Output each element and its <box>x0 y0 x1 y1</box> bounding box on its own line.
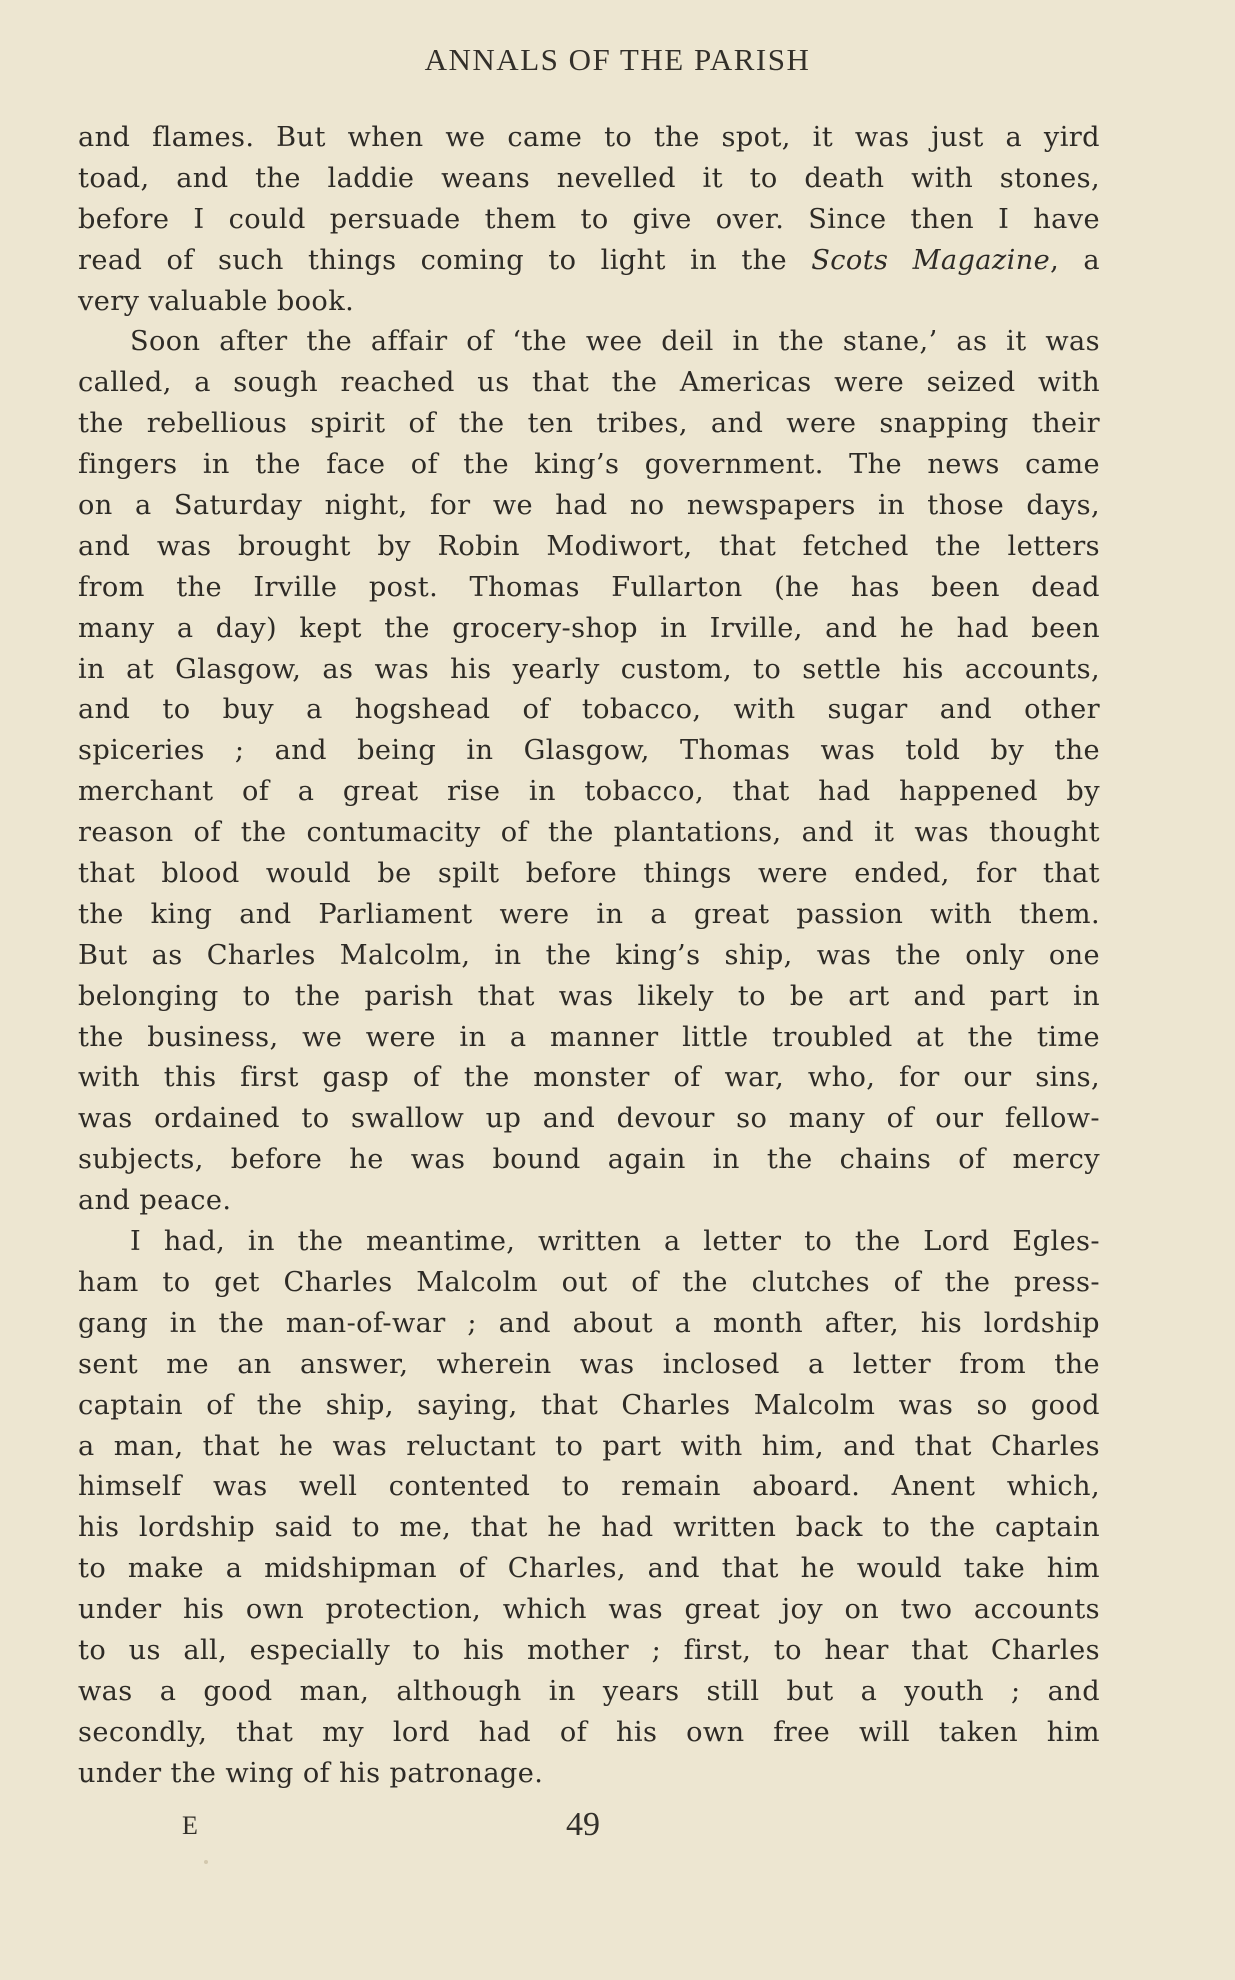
text-line: on a Saturday night, for we had no newspapers in those days, <box>78 490 1100 522</box>
text-line: from the Irville post. Thomas Fullarton (he has been dead <box>78 571 1100 603</box>
text-line: himself was well contented to remain aboard. Anent which, <box>78 1471 1100 1503</box>
text-line: and flames. But when we came to the spot, it was just a yird <box>78 122 1100 153</box>
text-line: that blood would be spilt before things were ended, for that <box>78 858 1100 890</box>
body-text <box>78 118 1100 1795</box>
text-line: very valuable book. <box>78 285 355 317</box>
text-line: sent me an answer, wherein was inclosed a letter from the <box>78 1348 1100 1380</box>
text-line: to us all, especially to his mother ; first, to hear that Charles <box>78 1634 1100 1666</box>
paragraph-start: Soon after the affair of ‘the wee deil in the stane,’ as it was <box>130 326 1100 358</box>
paragraph-start: I had, in the meantime, written a letter to the Lord Egles- <box>130 1226 1100 1258</box>
text-line: under his own protection, which was great joy on two accounts <box>78 1594 1100 1626</box>
text-line: with this first gasp of the monster of war, who, for our sins, <box>78 1062 1100 1094</box>
text-line: a man, that he was reluctant to part with him, and that Charles <box>78 1430 1100 1462</box>
text-line: under the wing of his patronage. <box>78 1757 544 1789</box>
text-line: secondly, that my lord had of his own free will taken him <box>78 1716 1100 1748</box>
text-line: and was brought by Robin Modiwort, that fetched the letters <box>78 530 1100 562</box>
text-line: the rebellious spirit of the ten tribes, and were snapping their <box>78 408 1100 440</box>
text-line: was a good man, although in years still but a youth ; and <box>78 1675 1100 1707</box>
text-line: the king and Parliament were in a great passion with them. <box>78 898 1100 930</box>
paper-speck <box>204 1860 208 1864</box>
text-line: and peace. <box>78 1185 232 1217</box>
text-line: reason of the contumacity of the plantations, and it was thought <box>78 817 1100 849</box>
signature-mark: E <box>182 1811 198 1840</box>
text-fragment: read of such things coming to light in the <box>78 244 812 276</box>
text-line: called, a sough reached us that the Americas were seized with <box>78 367 1100 399</box>
magazine-title: Scots Magazine <box>811 244 1051 276</box>
text-line: in at Glasgow, as was his yearly custom, to settle his accounts, <box>78 653 1100 685</box>
page-number: 49 <box>566 1806 600 1843</box>
text-line: captain of the ship, saying, that Charles Malcolm was so good <box>78 1389 1100 1421</box>
text-line: the business, we were in a manner little troubled at the time <box>78 1021 1100 1053</box>
text-fragment: , a <box>1050 244 1100 276</box>
text-line: many a day) kept the grocery-shop in Irville, and he had been <box>78 612 1100 644</box>
text-line: to make a midshipman of Charles, and that he would take him <box>78 1553 1100 1585</box>
text-line: toad, and the laddie weans nevelled it to death with stones, <box>78 162 1100 194</box>
text-line: ham to get Charles Malcolm out of the clutches of the press- <box>78 1266 1100 1298</box>
text-line: spiceries ; and being in Glasgow, Thomas was told by the <box>78 735 1100 767</box>
text-line: fingers in the face of the king’s government. The news came <box>78 449 1100 481</box>
text-line: subjects, before he was bound again in the chains of mercy <box>78 1144 1100 1176</box>
text-line: before I could persuade them to give over. Since then I have <box>78 203 1100 235</box>
text-line: merchant of a great rise in tobacco, that had happened by <box>78 776 1100 808</box>
running-header: ANNALS OF THE PARISH <box>424 42 811 77</box>
text-line: belonging to the parish that was likely to be art and part in <box>78 980 1100 1012</box>
text-line-with-title <box>78 241 1100 282</box>
text-line: But as Charles Malcolm, in the king’s ship, was the only one <box>78 939 1100 971</box>
text-line: and to buy a hogshead of tobacco, with sugar and other <box>78 694 1100 726</box>
text-line: gang in the man-of-war ; and about a month after, his lordship <box>78 1307 1100 1339</box>
text-line: his lordship said to me, that he had written back to the captain <box>78 1512 1100 1544</box>
text-line: was ordained to swallow up and devour so many of our fellow- <box>78 1103 1100 1135</box>
